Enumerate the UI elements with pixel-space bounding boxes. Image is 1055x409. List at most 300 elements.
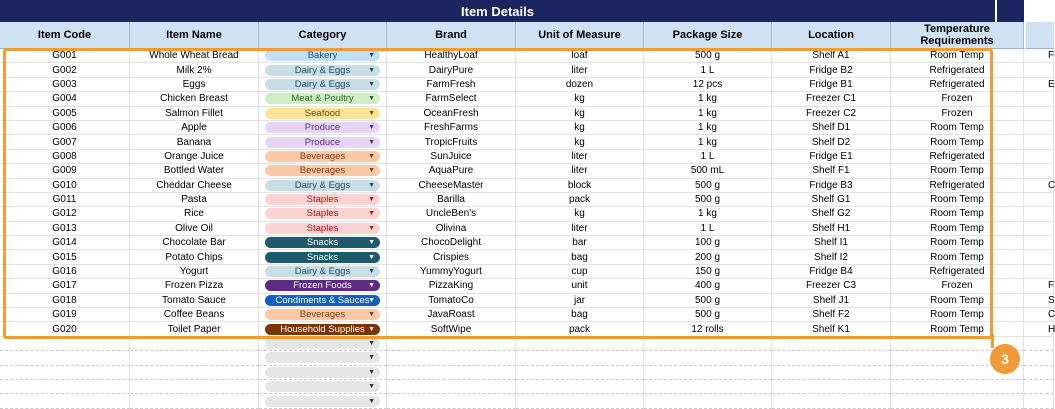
triangle-down-icon[interactable]: ▼ (368, 109, 375, 117)
category-cell[interactable] (259, 394, 387, 408)
triangle-down-icon[interactable]: ▼ (368, 152, 375, 160)
brand-cell[interactable]: UncleBen's (387, 207, 516, 221)
item-name-cell[interactable]: Chocolate Bar (130, 236, 259, 250)
item-name-cell[interactable]: Whole Wheat Bread (130, 49, 259, 63)
temperature-cell[interactable]: Refrigerated (891, 179, 1024, 193)
brand-cell[interactable]: JavaRoast (387, 308, 516, 322)
package-size-cell[interactable]: 1 kg (644, 135, 772, 149)
package-size-cell[interactable]: 400 g (644, 279, 772, 293)
category-dropdown[interactable] (265, 108, 380, 119)
location-cell[interactable]: Freezer C2 (772, 107, 891, 121)
item-name-cell[interactable]: Orange Juice (130, 150, 259, 164)
category-cell[interactable] (259, 63, 387, 77)
brand-cell[interactable]: PizzaKing (387, 279, 516, 293)
empty-table-row (0, 380, 1054, 394)
package-size-cell[interactable]: 500 g (644, 179, 772, 193)
unit-of-measure-cell[interactable]: kg (516, 107, 644, 121)
location-cell[interactable]: Fridge B1 (772, 78, 891, 92)
category-chip-label: Meat & Poultry (291, 93, 354, 105)
location-cell[interactable]: Fridge B3 (772, 179, 891, 193)
item-name-cell[interactable]: Chicken Breast (130, 92, 259, 106)
brand-cell[interactable]: ChocoDelight (387, 236, 516, 250)
empty-cell[interactable] (0, 351, 130, 365)
location-cell[interactable]: Fridge B2 (772, 63, 891, 77)
item-code-cell[interactable]: G001 (0, 49, 130, 63)
header-overflow-column (1024, 22, 1054, 49)
category-dropdown[interactable] (265, 338, 380, 349)
triangle-down-icon[interactable]: ▼ (368, 282, 375, 290)
category-dropdown[interactable] (265, 324, 380, 335)
package-size-cell[interactable]: 1 L (644, 150, 772, 164)
location-cell[interactable]: Shelf G1 (772, 193, 891, 207)
package-size-cell[interactable]: 500 mL (644, 164, 772, 178)
item-name-cell[interactable]: Toilet Paper (130, 322, 259, 336)
package-size-cell[interactable]: 1 kg (644, 92, 772, 106)
triangle-down-icon[interactable]: ▼ (368, 383, 375, 391)
unit-of-measure-cell[interactable]: jar (516, 294, 644, 308)
category-dropdown[interactable] (265, 280, 380, 291)
item-code-cell[interactable]: G006 (0, 121, 130, 135)
unit-of-measure-cell[interactable]: kg (516, 121, 644, 135)
category-cell[interactable] (259, 78, 387, 92)
category-dropdown[interactable] (265, 165, 380, 176)
category-cell[interactable] (259, 179, 387, 193)
category-cell[interactable] (259, 380, 387, 394)
triangle-down-icon[interactable]: ▼ (368, 52, 375, 60)
triangle-down-icon[interactable]: ▼ (368, 325, 375, 333)
category-cell[interactable] (259, 49, 387, 63)
item-code-cell[interactable]: G007 (0, 135, 130, 149)
item-code-cell[interactable]: G020 (0, 322, 130, 336)
overflow-cell[interactable]: C (1024, 308, 1054, 322)
package-size-cell[interactable]: 150 g (644, 265, 772, 279)
brand-cell[interactable]: FreshFarms (387, 121, 516, 135)
empty-cell[interactable] (772, 394, 891, 408)
item-name-cell[interactable]: Milk 2% (130, 63, 259, 77)
overflow-cell[interactable]: S (1024, 294, 1054, 308)
item-name-cell[interactable]: Cheddar Cheese (130, 179, 259, 193)
table-row (0, 308, 1054, 322)
empty-cell[interactable] (130, 394, 259, 408)
unit-of-measure-cell[interactable]: liter (516, 164, 644, 178)
header-brand[interactable]: Brand (387, 22, 516, 49)
package-size-cell[interactable]: 1 kg (644, 207, 772, 221)
brand-cell[interactable]: AquaPure (387, 164, 516, 178)
category-dropdown[interactable] (265, 223, 380, 234)
unit-of-measure-cell[interactable]: cup (516, 265, 644, 279)
package-size-cell[interactable]: 500 g (644, 193, 772, 207)
item-name-cell[interactable]: Potato Chips (130, 250, 259, 264)
overflow-cell[interactable] (1024, 193, 1054, 207)
package-size-cell[interactable]: 1 L (644, 63, 772, 77)
temperature-cell[interactable]: Room Temp (891, 135, 1024, 149)
package-size-cell[interactable]: 1 kg (644, 121, 772, 135)
brand-cell[interactable]: OceanFresh (387, 107, 516, 121)
location-cell[interactable]: Shelf F2 (772, 308, 891, 322)
empty-table-row (0, 366, 1054, 380)
category-cell[interactable] (259, 222, 387, 236)
category-dropdown[interactable] (265, 252, 380, 263)
item-name-cell[interactable]: Tomato Sauce (130, 294, 259, 308)
category-cell[interactable] (259, 322, 387, 336)
category-dropdown[interactable] (265, 309, 380, 320)
unit-of-measure-cell[interactable]: bag (516, 250, 644, 264)
overflow-cell[interactable] (1024, 135, 1054, 149)
category-cell[interactable] (259, 265, 387, 279)
item-code-cell[interactable]: G016 (0, 265, 130, 279)
temperature-cell[interactable]: Refrigerated (891, 265, 1024, 279)
item-name-cell[interactable]: Frozen Pizza (130, 279, 259, 293)
empty-cell[interactable] (1024, 337, 1054, 351)
temperature-cell[interactable]: Room Temp (891, 207, 1024, 221)
category-cell[interactable] (259, 366, 387, 380)
empty-cell[interactable] (1024, 380, 1054, 394)
brand-cell[interactable]: SoftWipe (387, 322, 516, 336)
package-size-cell[interactable]: 200 g (644, 250, 772, 264)
empty-cell[interactable] (772, 351, 891, 365)
brand-cell[interactable]: CheeseMaster (387, 179, 516, 193)
item-name-cell[interactable]: Apple (130, 121, 259, 135)
package-size-cell[interactable]: 500 g (644, 49, 772, 63)
empty-cell[interactable] (516, 380, 644, 394)
empty-cell[interactable] (516, 351, 644, 365)
empty-cell[interactable] (130, 380, 259, 394)
package-size-cell[interactable]: 500 g (644, 294, 772, 308)
item-code-cell[interactable]: G004 (0, 92, 130, 106)
header-unit-of-measure[interactable]: Unit of Measure (516, 22, 644, 49)
location-cell[interactable]: Freezer C1 (772, 92, 891, 106)
brand-cell[interactable]: TropicFruits (387, 135, 516, 149)
item-code-cell[interactable]: G009 (0, 164, 130, 178)
triangle-down-icon[interactable]: ▼ (368, 311, 375, 319)
category-cell[interactable] (259, 236, 387, 250)
location-cell[interactable]: Shelf H1 (772, 222, 891, 236)
temperature-cell[interactable]: Room Temp (891, 322, 1024, 336)
empty-cell[interactable] (1024, 351, 1054, 365)
empty-cell[interactable] (772, 337, 891, 351)
unit-of-measure-cell[interactable]: pack (516, 322, 644, 336)
triangle-down-icon[interactable]: ▼ (368, 95, 375, 103)
package-size-cell[interactable]: 12 pcs (644, 78, 772, 92)
empty-cell[interactable] (891, 380, 1024, 394)
category-cell[interactable] (259, 279, 387, 293)
item-code-cell[interactable]: G018 (0, 294, 130, 308)
package-size-cell[interactable]: 12 rolls (644, 322, 772, 336)
title-bar-overflow (995, 0, 1024, 22)
category-dropdown[interactable] (265, 352, 380, 363)
header-item-code[interactable]: Item Code (0, 22, 130, 49)
category-dropdown[interactable] (265, 50, 380, 61)
overflow-cell[interactable] (1024, 207, 1054, 221)
category-cell[interactable] (259, 337, 387, 351)
overflow-cell[interactable] (1024, 250, 1054, 264)
category-chip-label: Staples (306, 222, 339, 234)
category-dropdown[interactable] (265, 93, 380, 104)
item-name-cell[interactable]: Eggs (130, 78, 259, 92)
header-location[interactable]: Location (772, 22, 891, 49)
triangle-down-icon[interactable]: ▼ (368, 80, 375, 88)
category-dropdown[interactable] (265, 381, 380, 392)
empty-cell[interactable] (387, 366, 516, 380)
header-item-name[interactable]: Item Name (130, 22, 259, 49)
empty-cell[interactable] (891, 394, 1024, 408)
temperature-cell[interactable]: Room Temp (891, 193, 1024, 207)
brand-cell[interactable]: SunJuice (387, 150, 516, 164)
package-size-cell[interactable]: 500 g (644, 308, 772, 322)
triangle-down-icon[interactable]: ▼ (368, 224, 375, 232)
table-row (0, 135, 1054, 149)
table-row (0, 207, 1054, 221)
location-cell[interactable]: Shelf D1 (772, 121, 891, 135)
overflow-cell[interactable] (1024, 92, 1054, 106)
empty-cell[interactable] (644, 394, 772, 408)
unit-of-measure-cell[interactable]: liter (516, 222, 644, 236)
temperature-cell[interactable]: Room Temp (891, 164, 1024, 178)
brand-cell[interactable]: HealthyLoaf (387, 49, 516, 63)
temperature-cell[interactable]: Refrigerated (891, 78, 1024, 92)
item-name-cell[interactable]: Bottled Water (130, 164, 259, 178)
unit-of-measure-cell[interactable]: kg (516, 92, 644, 106)
triangle-down-icon[interactable]: ▼ (368, 397, 375, 405)
overflow-cell[interactable] (1024, 236, 1054, 250)
location-cell[interactable]: Shelf D2 (772, 135, 891, 149)
category-dropdown[interactable] (265, 65, 380, 76)
category-chip-label: Household Supplies (280, 323, 365, 335)
empty-cell[interactable] (644, 366, 772, 380)
empty-cell[interactable] (387, 380, 516, 394)
temperature-cell[interactable]: Frozen (891, 92, 1024, 106)
brand-cell[interactable]: FarmFresh (387, 78, 516, 92)
item-code-cell[interactable]: G011 (0, 193, 130, 207)
empty-cell[interactable] (387, 351, 516, 365)
item-code-cell[interactable]: G013 (0, 222, 130, 236)
empty-cell[interactable] (0, 366, 130, 380)
overflow-cell[interactable] (1024, 107, 1054, 121)
triangle-down-icon[interactable]: ▼ (368, 181, 375, 189)
category-cell[interactable] (259, 150, 387, 164)
category-cell[interactable] (259, 207, 387, 221)
header-category[interactable]: Category (259, 22, 387, 49)
empty-cell[interactable] (387, 337, 516, 351)
item-name-cell[interactable]: Salmon Fillet (130, 107, 259, 121)
sheet-title: Item Details (0, 0, 995, 22)
temperature-cell[interactable]: Room Temp (891, 294, 1024, 308)
empty-cell[interactable] (772, 366, 891, 380)
item-name-cell[interactable]: Rice (130, 207, 259, 221)
location-cell[interactable]: Shelf A1 (772, 49, 891, 63)
data-rows (0, 49, 1054, 409)
empty-cell[interactable] (516, 366, 644, 380)
triangle-down-icon[interactable]: ▼ (368, 239, 375, 247)
category-chip-label: Frozen Foods (293, 280, 352, 292)
brand-cell[interactable]: FarmSelect (387, 92, 516, 106)
triangle-down-icon[interactable]: ▼ (368, 196, 375, 204)
category-cell[interactable] (259, 351, 387, 365)
category-dropdown[interactable] (265, 208, 380, 219)
empty-cell[interactable] (387, 394, 516, 408)
unit-of-measure-cell[interactable]: kg (516, 135, 644, 149)
triangle-down-icon[interactable]: ▼ (368, 124, 375, 132)
overflow-cell[interactable] (1024, 121, 1054, 135)
unit-of-measure-cell[interactable]: block (516, 179, 644, 193)
temperature-cell[interactable]: Room Temp (891, 49, 1024, 63)
location-cell[interactable]: Shelf G2 (772, 207, 891, 221)
location-cell[interactable]: Shelf J1 (772, 294, 891, 308)
temperature-cell[interactable]: Room Temp (891, 250, 1024, 264)
overflow-cell[interactable] (1024, 150, 1054, 164)
overflow-cell[interactable] (1024, 222, 1054, 236)
category-dropdown[interactable] (265, 237, 380, 248)
brand-cell[interactable]: Barilla (387, 193, 516, 207)
category-dropdown[interactable] (265, 79, 380, 90)
unit-of-measure-cell[interactable]: bag (516, 308, 644, 322)
category-cell[interactable] (259, 294, 387, 308)
unit-of-measure-cell[interactable]: pack (516, 193, 644, 207)
category-dropdown[interactable] (265, 151, 380, 162)
unit-of-measure-cell[interactable]: bar (516, 236, 644, 250)
triangle-down-icon[interactable]: ▼ (368, 210, 375, 218)
package-size-cell[interactable]: 100 g (644, 236, 772, 250)
triangle-down-icon[interactable]: ▼ (368, 340, 375, 347)
item-name-cell[interactable]: Pasta (130, 193, 259, 207)
empty-table-row (0, 394, 1054, 408)
item-code-cell[interactable]: G019 (0, 308, 130, 322)
category-chip-label: Beverages (299, 309, 346, 321)
overflow-cell[interactable] (1024, 63, 1054, 77)
triangle-down-icon[interactable]: ▼ (368, 268, 375, 276)
category-chip-label: Dairy & Eggs (294, 64, 351, 76)
empty-cell[interactable] (772, 380, 891, 394)
category-cell[interactable] (259, 308, 387, 322)
callout-connector (991, 334, 994, 348)
item-code-cell[interactable]: G010 (0, 179, 130, 193)
item-name-cell[interactable]: Yogurt (130, 265, 259, 279)
item-code-cell[interactable]: G014 (0, 236, 130, 250)
item-code-cell[interactable]: G005 (0, 107, 130, 121)
header-package-size[interactable]: Package Size (644, 22, 772, 49)
item-name-cell[interactable]: Olive Oil (130, 222, 259, 236)
empty-cell[interactable] (644, 380, 772, 394)
location-cell[interactable]: Shelf F1 (772, 164, 891, 178)
location-cell[interactable]: Shelf I2 (772, 250, 891, 264)
category-dropdown[interactable] (265, 295, 380, 306)
overflow-cell[interactable]: H (1024, 322, 1054, 336)
location-cell[interactable]: Fridge B4 (772, 265, 891, 279)
overflow-cell[interactable]: E (1024, 78, 1054, 92)
category-dropdown[interactable] (265, 137, 380, 148)
location-cell[interactable]: Shelf I1 (772, 236, 891, 250)
unit-of-measure-cell[interactable]: unit (516, 279, 644, 293)
brand-cell[interactable]: Crispies (387, 250, 516, 264)
category-cell[interactable] (259, 193, 387, 207)
empty-cell[interactable] (644, 337, 772, 351)
category-cell[interactable] (259, 92, 387, 106)
category-dropdown[interactable] (265, 396, 380, 407)
unit-of-measure-cell[interactable]: liter (516, 63, 644, 77)
category-cell[interactable] (259, 135, 387, 149)
item-name-cell[interactable]: Banana (130, 135, 259, 149)
category-chip-label: Dairy & Eggs (294, 78, 351, 90)
temperature-cell[interactable]: Room Temp (891, 222, 1024, 236)
category-cell[interactable] (259, 250, 387, 264)
unit-of-measure-cell[interactable]: liter (516, 150, 644, 164)
triangle-down-icon[interactable]: ▼ (368, 354, 375, 362)
package-size-cell[interactable]: 1 kg (644, 107, 772, 121)
triangle-down-icon[interactable]: ▼ (368, 296, 375, 304)
package-size-cell[interactable]: 1 L (644, 222, 772, 236)
table-row (0, 92, 1054, 106)
temperature-cell[interactable]: Room Temp (891, 236, 1024, 250)
temperature-cell[interactable]: Refrigerated (891, 63, 1024, 77)
location-cell[interactable]: Shelf K1 (772, 322, 891, 336)
overflow-cell[interactable] (1024, 265, 1054, 279)
brand-cell[interactable]: DairyPure (387, 63, 516, 77)
empty-cell[interactable] (516, 394, 644, 408)
item-code-cell[interactable]: G012 (0, 207, 130, 221)
category-cell[interactable] (259, 164, 387, 178)
overflow-cell[interactable]: F (1024, 49, 1054, 63)
triangle-down-icon[interactable]: ▼ (368, 167, 375, 175)
category-dropdown[interactable] (265, 266, 380, 277)
triangle-down-icon[interactable]: ▼ (368, 368, 375, 376)
triangle-down-icon[interactable]: ▼ (368, 253, 375, 261)
unit-of-measure-cell[interactable]: dozen (516, 78, 644, 92)
location-cell[interactable]: Fridge E1 (772, 150, 891, 164)
header-temperature-requirements[interactable]: Temperature Requirements (891, 22, 1024, 49)
category-dropdown[interactable] (265, 180, 380, 191)
unit-of-measure-cell[interactable]: loaf (516, 49, 644, 63)
empty-cell[interactable] (516, 337, 644, 351)
empty-cell[interactable] (1024, 394, 1054, 408)
triangle-down-icon[interactable]: ▼ (368, 138, 375, 146)
empty-cell[interactable] (130, 337, 259, 351)
empty-cell[interactable] (0, 380, 130, 394)
category-dropdown[interactable] (265, 367, 380, 378)
empty-cell[interactable] (0, 394, 130, 408)
category-dropdown[interactable] (265, 194, 380, 205)
temperature-cell[interactable]: Refrigerated (891, 150, 1024, 164)
empty-cell[interactable] (1024, 366, 1054, 380)
item-code-cell[interactable]: G015 (0, 250, 130, 264)
location-cell[interactable]: Freezer C3 (772, 279, 891, 293)
item-name-cell[interactable]: Coffee Beans (130, 308, 259, 322)
temperature-cell[interactable]: Frozen (891, 279, 1024, 293)
overflow-cell[interactable]: C (1024, 179, 1054, 193)
empty-cell[interactable] (0, 337, 130, 351)
category-dropdown[interactable] (265, 122, 380, 133)
unit-of-measure-cell[interactable]: kg (516, 207, 644, 221)
empty-cell[interactable] (130, 351, 259, 365)
overflow-cell[interactable] (1024, 164, 1054, 178)
overflow-cell[interactable]: F (1024, 279, 1054, 293)
brand-cell[interactable]: YummyYogurt (387, 265, 516, 279)
item-code-cell[interactable]: G002 (0, 63, 130, 77)
temperature-cell[interactable]: Room Temp (891, 121, 1024, 135)
temperature-cell[interactable]: Frozen (891, 107, 1024, 121)
category-cell[interactable] (259, 121, 387, 135)
temperature-cell[interactable]: Room Temp (891, 308, 1024, 322)
brand-cell[interactable]: Olivina (387, 222, 516, 236)
item-code-cell[interactable]: G003 (0, 78, 130, 92)
empty-cell[interactable] (644, 351, 772, 365)
item-code-cell[interactable]: G017 (0, 279, 130, 293)
item-code-cell[interactable]: G008 (0, 150, 130, 164)
category-cell[interactable] (259, 107, 387, 121)
brand-cell[interactable]: TomatoCo (387, 294, 516, 308)
empty-cell[interactable] (130, 366, 259, 380)
triangle-down-icon[interactable]: ▼ (368, 66, 375, 74)
category-chip-label: Snacks (306, 251, 339, 263)
